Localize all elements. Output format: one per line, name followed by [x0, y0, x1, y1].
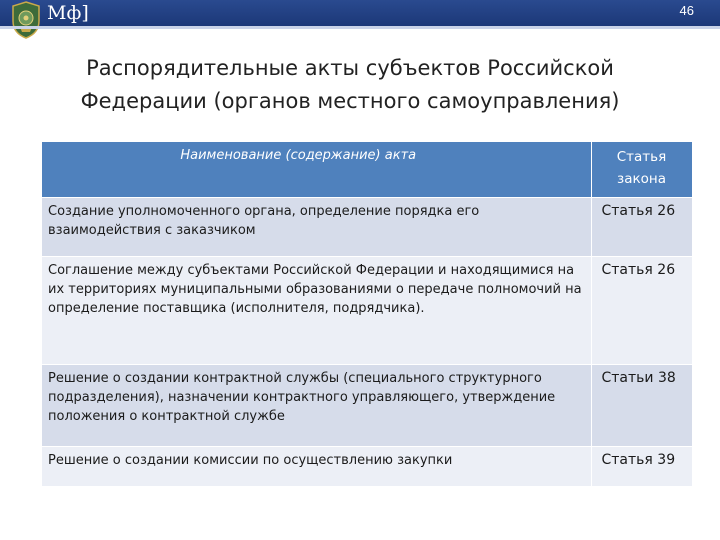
cell-act-name: Решение о создании контрактной службы (специального структурного подразделения), назначении контрактного управляющего, утверждение положения о контрактной службе: [42, 364, 591, 446]
cell-act-name: Создание уполномоченного органа, определение порядка его взаимодействия с заказчиком: [42, 197, 591, 256]
table-row: [42, 256, 692, 364]
page-number: 46: [679, 3, 694, 18]
header-divider: [0, 26, 720, 29]
table-row: [42, 197, 692, 256]
cell-article: Статьи 38: [591, 364, 692, 446]
acts-table: [42, 142, 693, 487]
cell-act-name: Соглашение между субъектами Российской Федерации и находящимися на их территориях муниципальными образованиями о передаче полномочий на определение поставщика (исполнителя, подрядчика).: [42, 256, 591, 364]
title-line-1: Распорядительные акты субъектов Российской: [86, 56, 614, 80]
column-header-name: Наименование (содержание) акта: [42, 142, 591, 197]
table-row: [42, 364, 692, 446]
cell-article: Статья 39: [591, 446, 692, 486]
cell-act-name: Решение о создании комиссии по осуществлению закупки: [42, 446, 591, 486]
title-line-2: Федерации (органов местного самоуправления): [80, 89, 620, 113]
emblem-icon: [11, 1, 41, 39]
brand-logo-text: Мф]: [47, 2, 89, 24]
table-row: [42, 446, 692, 486]
cell-article: Статья 26: [591, 197, 692, 256]
column-header-article: Статья закона: [591, 142, 692, 197]
header-bar: [0, 0, 720, 26]
slide-title: [30, 52, 670, 118]
cell-article: Статья 26: [591, 256, 692, 364]
